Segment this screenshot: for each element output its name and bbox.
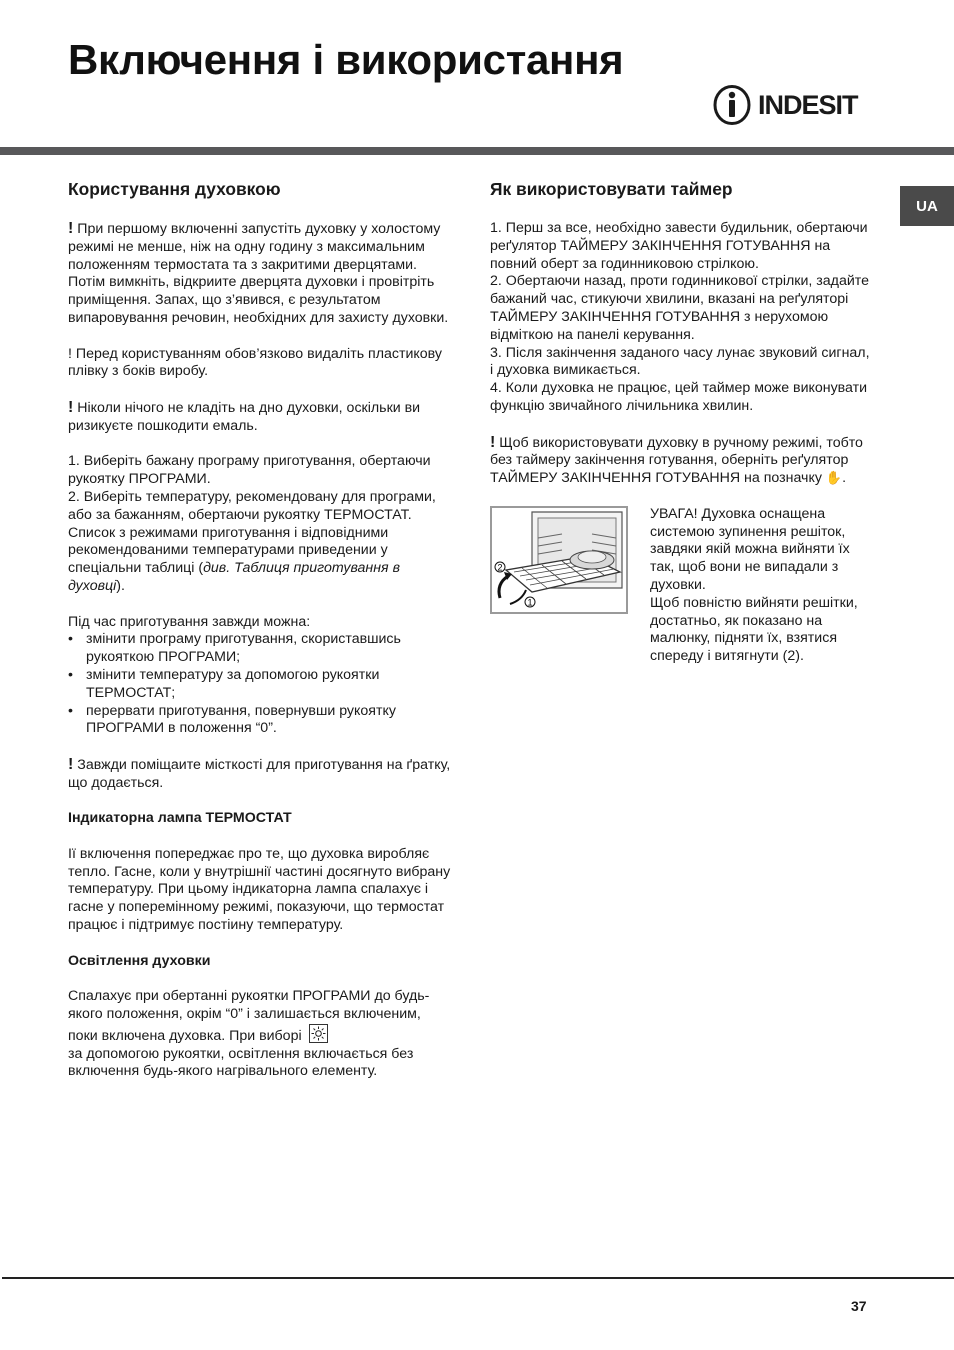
list-item: • змінити програму приготування, скориставшись рукояткою ПРОГРАМИ; [68,631,452,667]
warning-mark: ! [490,433,496,451]
brand-logo [712,84,868,126]
section-heading-timer: Як використовувати таймер [490,179,733,199]
language-tab: UA [900,186,954,226]
indesit-i-logo-icon [712,84,752,126]
timer-step-3: 3. Після закінчення заданого часу лунає звуковий сигнал, і духовка вимикається. [490,344,870,379]
paragraph-manual-mode: ! Щоб використовувати духовку в ручному режимі, тобто без таймеру закінчення готування, оберніть реґулятор ТАЙМЕРУ ЗАКІНЧЕННЯ ГОТУВАННЯ на позначку ✋. [490,433,863,487]
hand-icon: ✋ [825,471,843,487]
paragraph-thermostat-lamp: Ії включення попереджає про те, що духовка виробляє тепло. Гасне, коли у внутрішнії частині досягнуто вибрану температуру. При цьому індикаторна лампа спалахує і гасне у поперемінному режимі, показуючи, що термостат працює і підтримує постіину температуру. [68,845,451,934]
oven-light-icon [309,1024,328,1043]
left-column [68,178,452,1099]
figure-label-1: 1 [527,597,533,608]
warning-mark: ! [68,220,74,237]
warning-mark: ! [68,755,74,773]
paragraph-grid [68,756,452,793]
paragraph-oven-light: Спалахує при обертанні рукоятки ПРОГРАМИ до будь-якого положення, окрім “0” і залишається включеним, поки включена духовка. При виборі за допомогою рукоятки, освітлення включається без включення будь-якого нагрівального елементу. [68,988,430,1080]
warning-paragraph: УВАГА! Духовка оснащена системою зупинення решіток, завдяки якій можна вийняти їх так, щоб вони не випадали з духовки. [650,505,850,593]
rack-figure-row [490,506,874,666]
list-item: • змінити температуру за допомогою рукоятки ТЕРМОСТАТ; [68,667,452,703]
always-intro: Під час приготування завжди можна: [68,613,311,630]
header-divider [0,147,954,155]
brand-wordmark: INDESIT [758,89,858,120]
timer-step-1: 1. Перш за все, необхідно завести будильник, обертаючи реґулятор ТАЙМЕРУ ЗАКІНЧЕННЯ ГОТУВАННЯ на повний оберт за годинниковою стрілкою. [490,220,868,272]
figure-label-2: 2 [497,562,503,573]
always-list [68,631,452,738]
warning-mark: ! [68,398,74,416]
paragraph-timer-steps [490,220,874,416]
paragraph-text: При першому включенні запустіть духовку у холостому режимі не менше, ніж на одну годину з максимальним положенням термостата та з закритими дверцятами. Потім вимкніть, відкриите дверцята духовки і провітріть приміщення. Запах, що з’явився, є результатом випаровування речовин, необхідних для захисту духовки. [68,221,449,326]
paragraph-first-use [68,220,452,328]
footer-divider [2,1277,954,1279]
rack-removal-illustration [490,506,628,614]
list-item: • перервати приготування, повернувши рукоятку ПРОГРАМИ в положення “0”. [68,703,452,739]
paragraph-oven-bottom [68,399,452,436]
warning-paragraph-2: Щоб повністю вийняти решітки, достатньо, як показано на малюнку, підняти їх, взятися спереду і витягнути (2). [650,594,858,665]
page-number: 37 [851,1298,867,1314]
paragraph-text: Ніколи нічого не кладіть на дно духовки, оскільки ви ризикуєте пошкодити емаль. [68,399,421,434]
table-note: Список з режимами приготування і відповідними рекомендованими температурами приведении у спеціальни таблиці (див. Таблиця приготування в духовці). [68,524,400,594]
subheading-oven-light: Освітлення духовки [68,952,211,969]
page-title: Включення і використання [68,36,624,83]
timer-step-2: 2. Обертаючи назад, проти годинникової стрілки, задайте бажаний час, стикуючи хвилини, вказані на реґуляторі ТАЙМЕРУ ЗАКІНЧЕННЯ ГОТУВАННЯ з нерухомою відміткою на панелі керування. [490,273,869,343]
right-column [490,178,874,666]
step-1: 1. Виберіть бажану програму приготування, обертаючи рукоятку ПРОГРАМИ. [68,453,431,488]
subheading-thermostat-lamp: Індикаторна лампа ТЕРМОСТАТ [68,810,292,827]
timer-step-4: 4. Коли духовка не працює, цей таймер може виконувати функцію звичайного лічильника хвилин. [490,380,868,414]
section-heading-oven-use: Користування духовкою [68,179,281,199]
paragraph-steps [68,453,452,595]
rack-warning-text [650,506,874,666]
paragraph-text: Завжди поміщаите місткості для приготування на ґратку, що додається. [68,756,451,791]
paragraph-remove-film: ! Перед користуванням обов’язково видаліть пластикову плівку з боків виробу. [68,345,442,380]
step-2: 2. Виберіть температуру, рекомендовану для програми, або за бажанням, обертаючи рукоятку ТЕРМОСТАТ. [68,488,436,523]
